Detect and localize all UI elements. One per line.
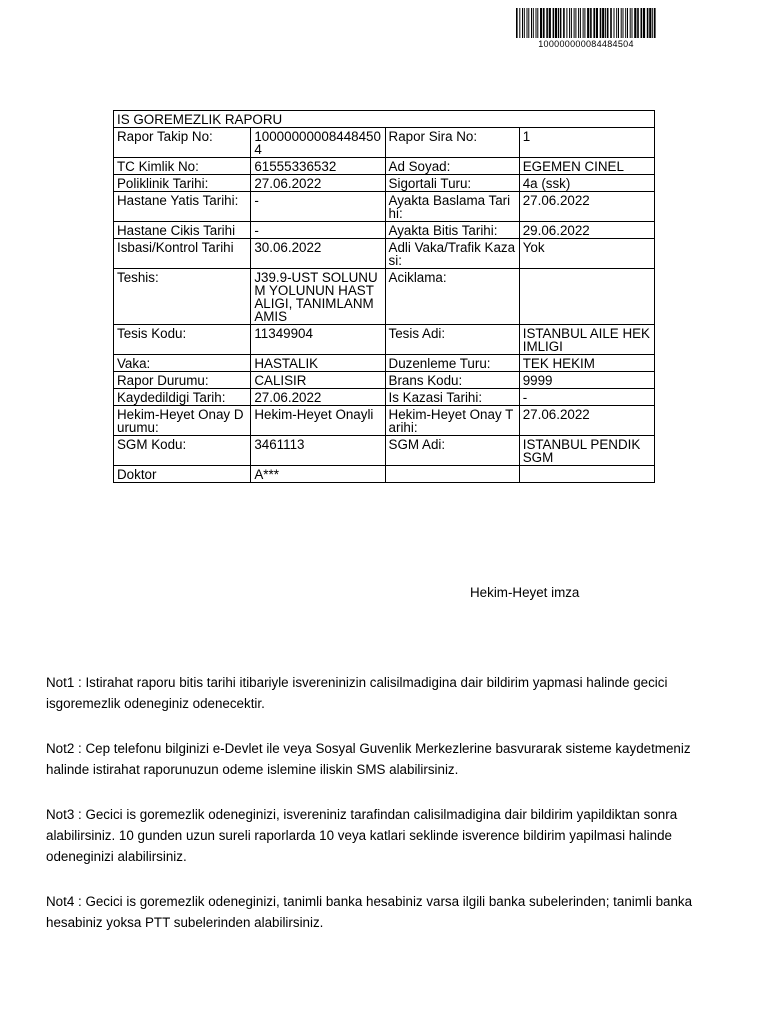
- table-row: [114, 389, 655, 406]
- field-value: 11349904: [251, 325, 385, 355]
- barcode-bar: [637, 8, 639, 38]
- note-1: Not1 : Istirahat raporu bitis tarihi itibariyle isvereninizin calisilmadigina dair bildirim yapmasi halinde gecici isgoremezlik odeneginiz odenecektir.: [46, 675, 668, 711]
- barcode-bar: [528, 8, 529, 38]
- field-label: Poliklinik Tarihi:: [114, 175, 251, 192]
- table-row: [114, 239, 655, 269]
- field-value: EGEMEN CINEL: [519, 158, 654, 175]
- barcode-bar: [563, 8, 565, 38]
- barcode-bar: [600, 8, 602, 38]
- barcode-bar: [616, 8, 617, 38]
- table-row: [114, 192, 655, 222]
- barcode-bar: [623, 8, 624, 38]
- report-title: IS GOREMEZLIK RAPORU: [114, 111, 655, 128]
- barcode-bar: [531, 8, 532, 38]
- field-value: [519, 466, 654, 483]
- barcode-bar: [540, 8, 542, 38]
- field-value: 27.06.2022: [251, 389, 385, 406]
- field-label: Ad Soyad:: [385, 158, 519, 175]
- barcode-bar: [610, 8, 612, 38]
- field-value: [519, 269, 654, 325]
- field-label: Is Kazasi Tarihi:: [385, 389, 519, 406]
- barcode-bar: [553, 8, 555, 38]
- report-title-row: [114, 111, 655, 128]
- barcode-bar: [649, 8, 651, 38]
- barcode-number: 100000000084484504: [538, 39, 634, 49]
- barcode-bar: [578, 8, 579, 38]
- barcode-bar: [580, 8, 581, 38]
- barcode-bar: [643, 8, 645, 38]
- field-label: Tesis Adi:: [385, 325, 519, 355]
- field-value: -: [251, 222, 385, 239]
- table-row: [114, 355, 655, 372]
- field-label: Isbasi/Kontrol Tarihi: [114, 239, 251, 269]
- barcode-bar: [560, 8, 562, 38]
- field-label: [385, 466, 519, 483]
- barcode-bar: [618, 8, 619, 38]
- field-value: A***: [251, 466, 385, 483]
- barcode-bar: [516, 8, 518, 38]
- field-value: HASTALIK: [251, 355, 385, 372]
- field-label: Rapor Takip No:: [114, 128, 251, 158]
- field-label: Hastane Yatis Tarihi:: [114, 192, 251, 222]
- table-row: [114, 158, 655, 175]
- field-label: SGM Kodu:: [114, 436, 251, 466]
- field-label: SGM Adi:: [385, 436, 519, 466]
- field-label: Hekim-Heyet Onay Tarihi:: [385, 406, 519, 436]
- barcode-bar: [569, 8, 570, 38]
- field-label: Hekim-Heyet Onay Durumu:: [114, 406, 251, 436]
- field-label: TC Kimlik No:: [114, 158, 251, 175]
- barcode-bar: [652, 8, 653, 38]
- table-row: [114, 372, 655, 389]
- report-table: [113, 110, 655, 483]
- field-value: 29.06.2022: [519, 222, 654, 239]
- field-value: J39.9-UST SOLUNUM YOLUNUN HASTALIGI, TANIMLANMAMIS: [251, 269, 385, 325]
- field-value: ISTANBUL PENDIK SGM: [519, 436, 654, 466]
- field-value: 27.06.2022: [251, 175, 385, 192]
- barcode-bars: [516, 8, 656, 38]
- note-3: Not3 : Gecici is goremezlik odeneginizi, isvereniniz tarafindan calisilmadigina dair bildirim yapildiktan sonra alabilirsiniz. 10 gunden uzun sureli raporlarda 10 veya katlari seklinde isverence bildirim yapilmasi halinde odeneginizi alabilirsiniz.: [46, 807, 678, 864]
- barcode-bar: [533, 8, 534, 38]
- barcode: [516, 8, 656, 49]
- field-value: 100000000084484504: [251, 128, 385, 158]
- field-value: 4a (ssk): [519, 175, 654, 192]
- barcode-bar: [621, 8, 622, 38]
- barcode-bar: [584, 8, 585, 38]
- barcode-bar: [647, 8, 649, 38]
- field-value: TEK HEKIM: [519, 355, 654, 372]
- field-label: Hastane Cikis Tarihi: [114, 222, 251, 239]
- barcode-bar: [524, 8, 525, 38]
- field-label: Rapor Sira No:: [385, 128, 519, 158]
- table-row: [114, 406, 655, 436]
- table-row: [114, 269, 655, 325]
- barcode-bar: [602, 8, 604, 38]
- field-label: Rapor Durumu:: [114, 372, 251, 389]
- barcode-bar: [571, 8, 572, 38]
- table-row: [114, 466, 655, 483]
- barcode-bar: [566, 8, 567, 38]
- barcode-bar: [519, 8, 520, 38]
- field-value: ISTANBUL AILE HEKIMLIGI: [519, 325, 654, 355]
- field-value: 61555336532: [251, 158, 385, 175]
- barcode-bar: [575, 8, 576, 38]
- table-row: [114, 128, 655, 158]
- barcode-bar: [605, 8, 606, 38]
- barcode-bar: [522, 8, 523, 38]
- field-label: Brans Kodu:: [385, 372, 519, 389]
- note-4: Not4 : Gecici is goremezlik odeneginizi, tanimli banka hesabiniz varsa ilgili banka subelerinden; tanimli banka hesabiniz yoksa PTT subelerinden alabilirsiniz.: [46, 894, 693, 930]
- barcode-bar: [634, 8, 636, 38]
- note-2: Not2 : Cep telefonu bilginizi e-Devlet ile veya Sosyal Guvenlik Merkezlerine basvurarak sisteme kaydetmeniz halinde istirahat raporunuzun odeme islemine iliskin SMS alabilirsiniz.: [46, 741, 691, 777]
- barcode-bar: [614, 8, 615, 38]
- barcode-bar: [630, 8, 631, 38]
- barcode-bar: [555, 8, 557, 38]
- field-label: Teshis:: [114, 269, 251, 325]
- barcode-bar: [627, 8, 628, 38]
- barcode-bar: [543, 8, 545, 38]
- barcode-bar: [596, 8, 598, 38]
- barcode-bar: [536, 8, 537, 38]
- field-value: 27.06.2022: [519, 406, 654, 436]
- field-label: Ayakta Baslama Tarihi:: [385, 192, 519, 222]
- field-value: -: [251, 192, 385, 222]
- field-value: Hekim-Heyet Onayli: [251, 406, 385, 436]
- table-row: [114, 222, 655, 239]
- field-value: 9999: [519, 372, 654, 389]
- field-label: Sigortali Turu:: [385, 175, 519, 192]
- field-label: Kaydedildigi Tarih:: [114, 389, 251, 406]
- field-label: Adli Vaka/Trafik Kazasi:: [385, 239, 519, 269]
- field-value: CALISIR: [251, 372, 385, 389]
- field-value: 30.06.2022: [251, 239, 385, 269]
- field-label: Doktor: [114, 466, 251, 483]
- field-label: Aciklama:: [385, 269, 519, 325]
- barcode-bar: [607, 8, 609, 38]
- field-value: Yok: [519, 239, 654, 269]
- field-value: 1: [519, 128, 654, 158]
- field-label: Ayakta Bitis Tarihi:: [385, 222, 519, 239]
- signature-label: Hekim-Heyet imza: [470, 585, 580, 600]
- table-row: [114, 325, 655, 355]
- table-row: [114, 175, 655, 192]
- field-label: Duzenleme Turu:: [385, 355, 519, 372]
- barcode-bar: [632, 8, 633, 38]
- field-value: 27.06.2022: [519, 192, 654, 222]
- field-value: -: [519, 389, 654, 406]
- barcode-bar: [590, 8, 592, 38]
- barcode-bar: [587, 8, 589, 38]
- field-label: Tesis Kodu:: [114, 325, 251, 355]
- field-label: Vaka:: [114, 355, 251, 372]
- barcode-bar: [593, 8, 595, 38]
- barcode-bar: [654, 8, 656, 38]
- barcode-bar: [583, 8, 584, 38]
- field-value: 3461113: [251, 436, 385, 466]
- barcode-bar: [537, 8, 538, 38]
- barcode-bar: [558, 8, 559, 38]
- barcode-bar: [527, 8, 528, 38]
- barcode-bar: [641, 8, 643, 38]
- barcode-bar: [546, 8, 548, 38]
- barcode-bar: [574, 8, 575, 38]
- notes-section: [46, 672, 736, 957]
- barcode-bar: [549, 8, 551, 38]
- barcode-bar: [625, 8, 626, 38]
- table-row: [114, 436, 655, 466]
